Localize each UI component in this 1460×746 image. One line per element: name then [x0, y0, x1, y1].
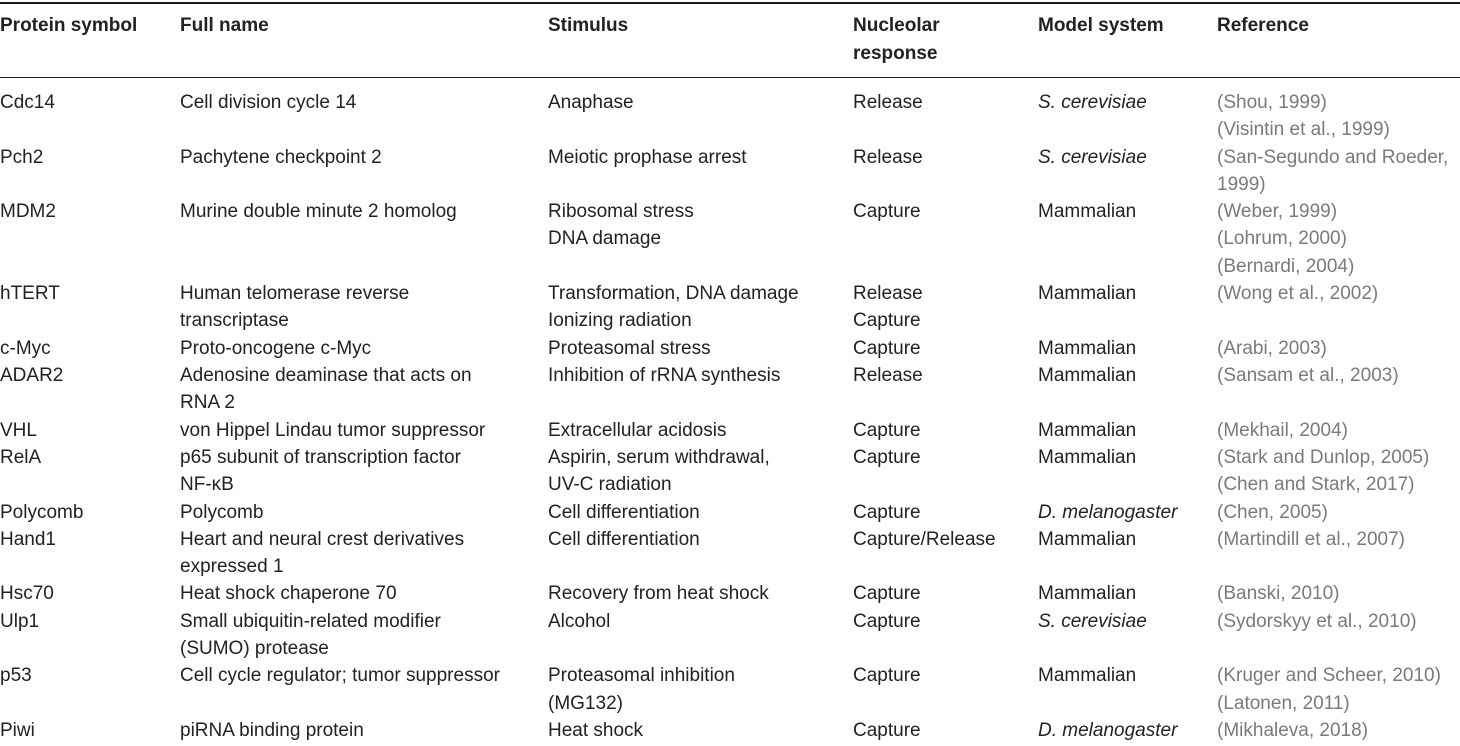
header-full-name: Full name [180, 15, 269, 36]
table-header-rule [0, 77, 1460, 78]
cell-reference: (Mikhaleva, 2018) [1217, 719, 1369, 741]
cell-protein-symbol: Hsc70 [0, 583, 54, 605]
cell-full-name: Heart and neural crest derivatives expressed 1 [180, 528, 465, 578]
cell-stimulus: Heat shock [548, 719, 644, 741]
cell-model-system: D. melanogaster [1038, 719, 1178, 741]
cell-full-name: Proto-oncogene c-Myc [180, 337, 372, 359]
cell-nucleolar-response: Capture [853, 201, 921, 223]
cell-stimulus: Ribosomal stress DNA damage [548, 201, 694, 250]
cell-reference: (Shou, 1999) (Visintin et al., 1999) [1217, 92, 1390, 141]
cell-nucleolar-response: Capture/Release [853, 528, 996, 550]
cell-nucleolar-response: Capture [853, 501, 921, 523]
header-nucleolar-response: Nucleolar response [853, 15, 940, 64]
cell-nucleolar-response: Release [853, 92, 923, 113]
cell-stimulus: Transformation, DNA damage Ionizing radiation [548, 283, 799, 332]
header-protein-symbol: Protein symbol [0, 15, 138, 36]
cell-stimulus: Extracellular acidosis [548, 419, 727, 441]
cell-stimulus: Meiotic prophase arrest [548, 146, 747, 168]
cell-stimulus: Recovery from heat shock [548, 583, 769, 605]
cell-model-system: D. melanogaster [1038, 501, 1178, 523]
cell-protein-symbol: hTERT [0, 283, 60, 305]
cell-stimulus: Proteasomal inhibition (MG132) [548, 665, 735, 714]
cell-model-system: S. cerevisiae [1038, 610, 1147, 632]
cell-full-name: Cell cycle regulator; tumor suppressor [180, 665, 500, 687]
header-reference: Reference [1217, 15, 1309, 36]
cell-reference: (San-Segundo and Roeder, 1999) [1217, 146, 1449, 195]
cell-protein-symbol: Hand1 [0, 528, 56, 550]
header-stimulus: Stimulus [548, 15, 629, 36]
cell-reference: (Chen, 2005) [1217, 501, 1328, 523]
cell-model-system: Mammalian [1038, 337, 1137, 359]
cell-reference: (Sansam et al., 2003) [1217, 365, 1399, 386]
cell-protein-symbol: ADAR2 [0, 365, 64, 386]
cell-reference: (Weber, 1999) (Lohrum, 2000) (Bernardi, 2004) [1217, 201, 1355, 277]
cell-protein-symbol: MDM2 [0, 201, 56, 223]
cell-nucleolar-response: Release [853, 365, 923, 386]
cell-model-system: Mammalian [1038, 201, 1137, 223]
cell-full-name: Pachytene checkpoint 2 [180, 146, 382, 168]
cell-reference: (Sydorskyy et al., 2010) [1217, 610, 1417, 632]
table-header-row [0, 12, 1460, 72]
cell-nucleolar-response: Release [853, 146, 923, 168]
cell-reference: (Arabi, 2003) [1217, 337, 1327, 359]
cell-protein-symbol: RelA [0, 446, 42, 468]
cell-nucleolar-response: Capture [853, 665, 921, 687]
cell-protein-symbol: p53 [0, 665, 32, 687]
cell-protein-symbol: Pch2 [0, 146, 44, 168]
table-top-rule [0, 2, 1460, 4]
cell-nucleolar-response: Release Capture [853, 283, 923, 332]
cell-model-system: Mammalian [1038, 583, 1137, 605]
cell-full-name: von Hippel Lindau tumor suppressor [180, 419, 486, 441]
cell-full-name: Cell division cycle 14 [180, 92, 357, 113]
cell-model-system: Mammalian [1038, 419, 1137, 441]
cell-stimulus: Cell differentiation [548, 501, 700, 523]
cell-full-name: piRNA binding protein [180, 719, 364, 741]
cell-protein-symbol: Polycomb [0, 501, 84, 523]
cell-model-system: Mammalian [1038, 283, 1137, 305]
cell-protein-symbol: Piwi [0, 719, 35, 741]
cell-nucleolar-response: Capture [853, 719, 921, 741]
cell-stimulus: Alcohol [548, 610, 611, 632]
cell-full-name: Small ubiquitin-related modifier (SUMO) protease [180, 610, 441, 659]
cell-reference: (Wong et al., 2002) [1217, 283, 1379, 305]
cell-nucleolar-response: Capture [853, 446, 921, 468]
cell-protein-symbol: Ulp1 [0, 610, 40, 632]
cell-reference: (Banski, 2010) [1217, 583, 1340, 605]
cell-protein-symbol: Cdc14 [0, 92, 55, 113]
cell-reference: (Stark and Dunlop, 2005) (Chen and Stark, 2017) [1217, 446, 1430, 496]
cell-stimulus: Inhibition of rRNA synthesis [548, 365, 781, 386]
cell-stimulus: Aspirin, serum withdrawal, UV-C radiation [548, 446, 770, 496]
cell-reference: (Kruger and Scheer, 2010) (Latonen, 2011) [1217, 665, 1441, 714]
cell-full-name: Polycomb [180, 501, 264, 523]
cell-model-system: Mammalian [1038, 528, 1137, 550]
cell-full-name: Heat shock chaperone 70 [180, 583, 397, 605]
cell-full-name: p65 subunit of transcription factor NF-κB [180, 446, 461, 496]
cell-model-system: Mammalian [1038, 446, 1137, 468]
cell-reference: (Mekhail, 2004) [1217, 419, 1348, 441]
cell-stimulus: Cell differentiation [548, 528, 700, 550]
header-model-system: Model system [1038, 15, 1164, 36]
cell-model-system: S. cerevisiae [1038, 146, 1147, 168]
cell-nucleolar-response: Capture [853, 419, 921, 441]
cell-stimulus: Anaphase [548, 92, 634, 113]
cell-full-name: Human telomerase reverse transcriptase [180, 283, 410, 332]
cell-protein-symbol: VHL [0, 419, 37, 441]
cell-full-name: Murine double minute 2 homolog [180, 201, 457, 223]
cell-full-name: Adenosine deaminase that acts on RNA 2 [180, 365, 472, 414]
cell-nucleolar-response: Capture [853, 583, 921, 605]
cell-protein-symbol: c-Myc [0, 337, 51, 359]
cell-nucleolar-response: Capture [853, 610, 921, 632]
cell-model-system: S. cerevisiae [1038, 92, 1147, 113]
cell-stimulus: Proteasomal stress [548, 337, 711, 359]
cell-model-system: Mammalian [1038, 665, 1137, 687]
cell-reference: (Martindill et al., 2007) [1217, 528, 1405, 550]
cell-nucleolar-response: Capture [853, 337, 921, 359]
cell-model-system: Mammalian [1038, 365, 1137, 386]
